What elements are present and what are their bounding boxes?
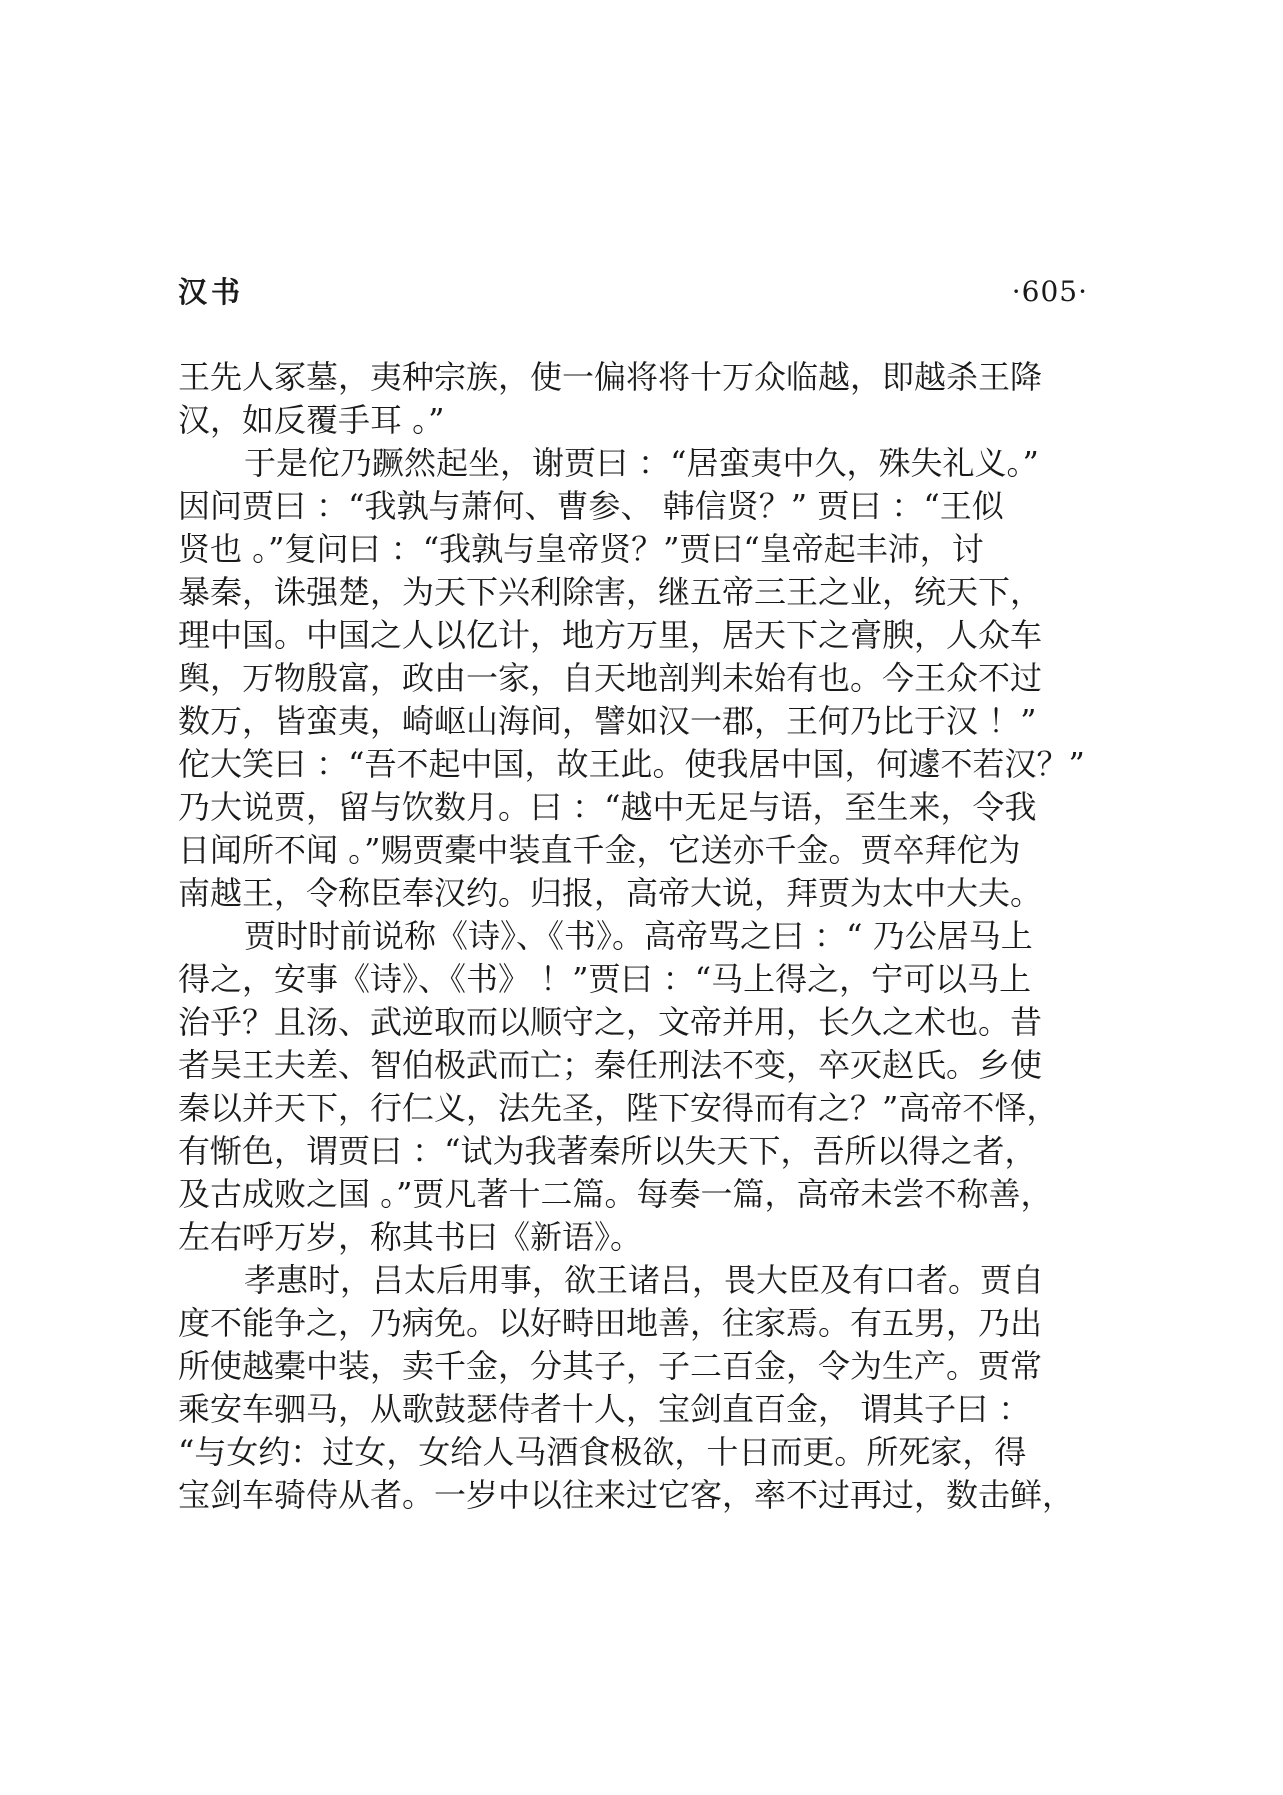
text-line: 贤也 。”复问曰 ：“我孰与皇帝贤？”贾曰“皇帝起丰沛，讨 [178,530,984,568]
text-line: 孝惠时，吕太后用事，欲王诸吕，畏大臣及有口者。贾自 [244,1261,1045,1299]
text-line: 治乎？且汤、武逆取而以顺守之，文帝并用，长久之术也。昔 [178,1003,1043,1041]
book-title: 汉书 [178,275,245,309]
text-line: 及古成败之国 。”贾凡著十二篇。每奏一篇，高帝未尝不称善， [178,1175,1053,1213]
text-line: “与女约：过女，女给人马酒食极欲，十日而更。所死家，得 [178,1433,1027,1471]
text-line: 汉，如反覆手耳 。” [178,401,445,439]
text-line: 乘安车驷马，从歌鼓瑟侍者十人，宝剑直百金， 谓其子曰 ： [178,1390,1031,1428]
text-line: 者吴王夫差、智伯极武而亡；秦任刑法不变，卒灭赵氏。乡使 [178,1046,1043,1084]
text-line: 于是佗乃蹶然起坐，谢贾曰 ：“居蛮夷中久，殊失礼义。” [244,444,1039,482]
text-line: 所使越橐中装，卖千金，分其子，子二百金，令为生产。贾常 [178,1347,1043,1385]
text-line: 舆，万物殷富，政由一家，自天地剖判未始有也。今王众不过 [178,659,1043,697]
page-number: ·605· [1011,275,1088,308]
text-line: 宝剑车骑侍从者。一岁中以往来过它客，率不过再过，数击鲜， [178,1476,1075,1514]
text-line: 乃大说贾，留与饮数月。曰 ：“越中无足与语，至生来，令我 [178,788,1037,826]
text-line: 得之，安事《诗》、《书》 ！”贾曰 ：“马上得之，宁可以马上 [178,960,1032,998]
running-head [178,272,1088,312]
body-text [178,356,1100,1517]
text-line: 理中国。中国之人以亿计，地方万里，居天下之膏腴，人众车 [178,616,1043,654]
text-line: 度不能争之，乃病免。以好畤田地善，往家焉。有五男，乃出 [178,1304,1043,1342]
text-line: 暴秦，诛强楚，为天下兴利除害，继五帝三王之业，统天下， [178,573,1043,611]
text-line: 左右呼万岁，称其书曰《新语》。 [178,1218,643,1256]
text-line: 有惭色，谓贾曰 ：“试为我著秦所以失天下，吾所以得之者， [178,1132,1037,1170]
text-line: 南越王，令称臣奉汉约。归报，高帝大说，拜贾为太中大夫。 [178,874,1043,912]
text-line: 数万，皆蛮夷，崎岖山海间，譬如汉一郡，王何乃比于汉 ！” [178,702,1037,740]
text-line: 王先人冢墓，夷种宗族，使一偏将将十万众临越，即越杀王降 [178,358,1043,396]
text-line: 日闻所不闻 。”赐贾橐中装直千金，它送亦千金。贾卒拜佗为 [178,831,1021,869]
text-line: 因问贾曰 ：“我孰与萧何、曹参、 韩信贤？” 贾曰 ：“王似 [178,487,1004,525]
text-line: 贾时时前说称《诗》、《书》。高帝骂之曰 ：“ 乃公居马上 [244,917,1033,955]
text-line: 秦以并天下，行仁义，法先圣，陛下安得而有之？”高帝不怿， [178,1089,1059,1127]
text-line: 佗大笑曰 ：“吾不起中国，故王此。使我居中国，何遽不若汉？” [178,745,1085,783]
